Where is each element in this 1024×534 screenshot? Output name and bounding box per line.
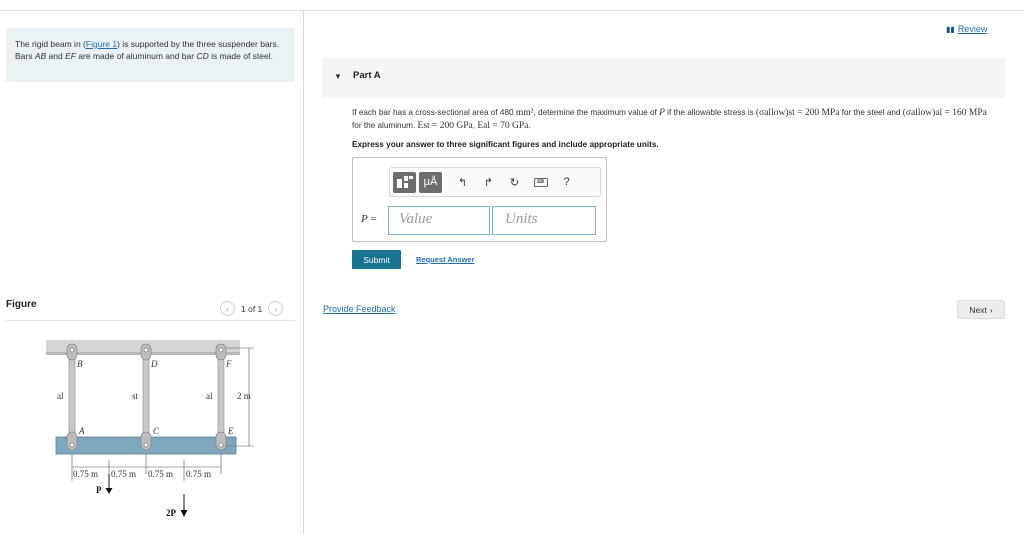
modulus-steel: Est = 200 GPa (417, 120, 473, 131)
answer-box (352, 157, 607, 242)
allowable-stress-aluminum: (σallow)al = 160 MPa (902, 108, 987, 118)
chevron-right-icon: › (989, 304, 993, 315)
bar-ef-label: EF (65, 50, 76, 61)
review-label: Review (957, 24, 988, 34)
part-header[interactable] (322, 58, 1005, 98)
reset-icon[interactable]: ↻ (509, 176, 520, 189)
label-d: D (151, 359, 158, 369)
bar-cd (143, 352, 149, 440)
express-instruction: Express your answer to three significant figures and include appropriate units. (352, 140, 659, 149)
top-rule (0, 10, 1024, 11)
next-button[interactable] (957, 300, 1005, 319)
chevron-right-icon[interactable]: › (268, 301, 283, 316)
problem-text: are made of aluminum and bar (75, 50, 197, 61)
book-icon: ▮▮ (946, 24, 955, 34)
question-part: , (472, 120, 478, 130)
allowable-stress-steel: (σallow)st = 200 MPa (755, 108, 840, 118)
bar-cd-label: CD (196, 50, 209, 61)
problem-text: ) is supported by the three suspender bars. Bars (15, 39, 280, 61)
dim-4: 0.75 m (186, 469, 212, 479)
provide-feedback-link[interactable]: Provide Feedback (323, 304, 396, 314)
modulus-aluminum: Eal = 70 GPa (477, 120, 529, 131)
value-input[interactable]: Value (388, 206, 490, 235)
part-title: Part A (353, 70, 381, 81)
figure-pager (220, 301, 283, 316)
question-part: If each bar has a cross-sectional area of 480 (352, 108, 516, 117)
problem-text: is made of steel. (208, 50, 273, 61)
answer-variable: P (361, 213, 368, 225)
label-f: F (226, 359, 232, 369)
label-b: B (77, 359, 83, 369)
chevron-left-icon[interactable]: ‹ (220, 301, 235, 316)
figure-heading: Figure (6, 299, 37, 310)
panel-divider (303, 10, 304, 534)
dim-1: 0.75 m (73, 469, 99, 479)
label-height: 2 m (237, 391, 251, 401)
question-part: for the aluminum. (352, 120, 418, 130)
problem-text: and (46, 50, 66, 61)
load-p: P (96, 485, 102, 495)
question-part: . (528, 120, 531, 130)
area-unit: mm² (515, 108, 534, 118)
pager-count: 1 of 1 (241, 303, 263, 314)
answer-label (361, 213, 377, 225)
math-toolbar (389, 167, 601, 197)
dim-2: 0.75 m (111, 469, 137, 479)
load-p-arrowhead (106, 488, 113, 494)
question-part: , determine the maximum value of (533, 108, 660, 117)
label-al-right: al (206, 391, 213, 401)
figure-link[interactable]: Figure 1 (85, 39, 118, 49)
bar-ef (218, 352, 224, 440)
redo-icon[interactable]: ↱ (483, 176, 494, 189)
label-c: C (153, 426, 160, 436)
undo-icon[interactable]: ↰ (457, 176, 468, 189)
caret-down-icon[interactable]: ▼ (334, 72, 342, 81)
problem-text: The rigid beam in ( (15, 39, 86, 49)
templates-icon[interactable] (393, 172, 416, 193)
help-icon[interactable]: ? (563, 176, 570, 188)
keyboard-icon[interactable]: ⌨ (529, 172, 552, 193)
equals-sign: = (367, 213, 377, 225)
load-2p: 2P (166, 508, 176, 518)
next-label: Next (969, 304, 987, 315)
dim-3: 0.75 m (148, 469, 174, 479)
question-text (352, 107, 992, 132)
submit-button[interactable]: Submit (352, 250, 401, 269)
problem-statement (6, 28, 295, 82)
request-answer-link[interactable]: Request Answer (416, 255, 475, 264)
label-e: E (228, 426, 234, 436)
units-icon[interactable]: μÅ (419, 172, 442, 193)
label-st: st (132, 391, 139, 401)
figure-divider (6, 320, 295, 321)
question-part: for the steel and (839, 108, 903, 117)
bar-ab-label: AB (34, 50, 47, 61)
load-symbol: P (659, 108, 665, 118)
bar-ab (69, 352, 75, 440)
label-al-left: al (57, 391, 64, 401)
units-input[interactable]: Units (492, 206, 596, 235)
load-2p-arrowhead (181, 510, 188, 517)
beam-figure (40, 336, 270, 526)
review-link[interactable] (946, 24, 987, 34)
label-a: A (79, 426, 85, 436)
question-part: if the allowable stress is (664, 108, 756, 117)
